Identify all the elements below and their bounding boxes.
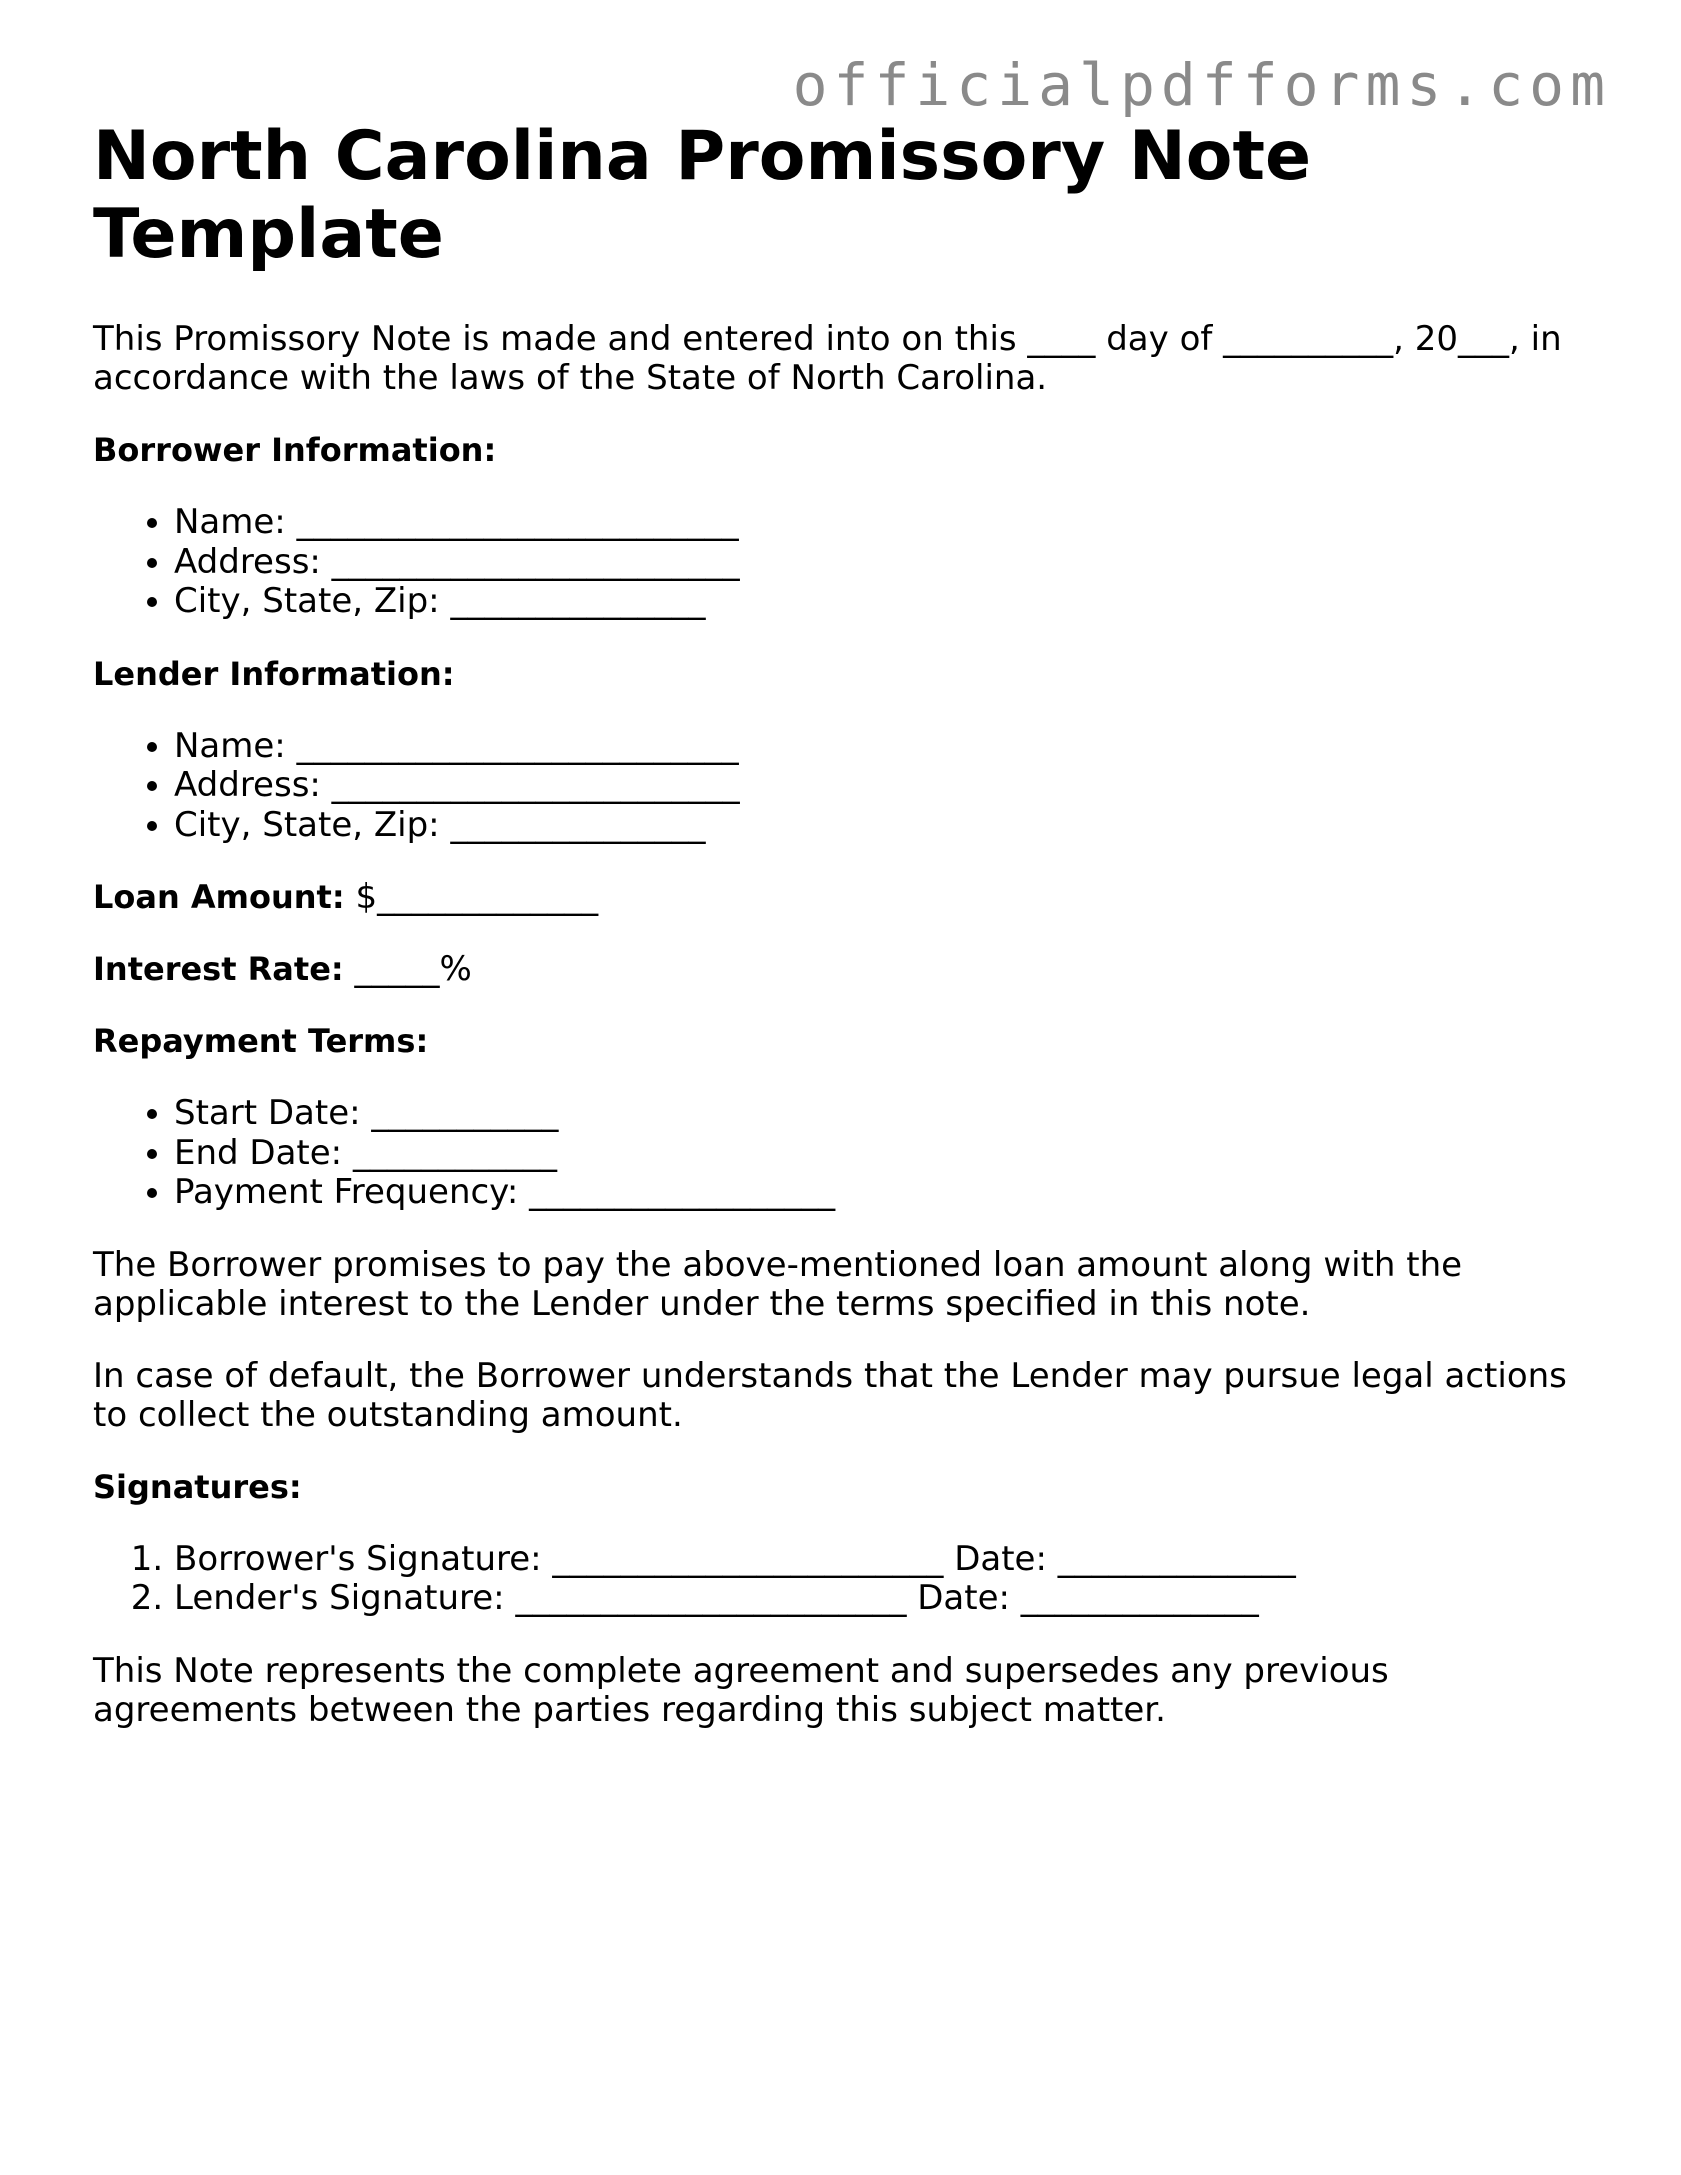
watermark-text: officialpdfforms.com [792, 51, 1611, 119]
start-date-item: • Start Date: ___________ [174, 1094, 1593, 1134]
lender-city-item: • City, State, Zip: _______________ [174, 806, 1593, 846]
borrower-name-item: • Name: __________________________ [174, 503, 1593, 543]
repayment-heading: Repayment Terms: [93, 1022, 429, 1060]
default-paragraph: In case of default, the Borrower understands that the Lender may pursue legal actions to collect the outstanding amount. [93, 1355, 1567, 1435]
loan-amount-label: Loan Amount: [93, 878, 345, 916]
signatures-heading: Signatures: [93, 1467, 302, 1506]
interest-rate-label: Interest Rate: [93, 950, 344, 988]
borrower-heading: Borrower Information: [93, 431, 497, 469]
signatures-list [93, 1540, 1593, 1619]
lender-heading: Lender Information: [93, 654, 455, 693]
lender-name-item: • Name: __________________________ [174, 727, 1593, 767]
lender-list [93, 727, 1593, 846]
borrower-city-item: • City, State, Zip: _______________ [174, 582, 1593, 622]
lender-address-item: • Address: ________________________ [174, 766, 1593, 806]
loan-amount-line [93, 878, 1593, 917]
closing-paragraph: This Note represents the complete agreement and supersedes any previous agreements between the parties regarding this subject matter. [93, 1650, 1389, 1730]
page-title: North Carolina Promissory Note Template [93, 117, 1312, 274]
lender-signature-item: 2. Lender's Signature: _______________________ Date: ______________ [174, 1579, 1593, 1619]
loan-amount-blank: $_____________ [344, 877, 599, 917]
borrower-address-item: • Address: ________________________ [174, 543, 1593, 583]
borrower-list [93, 503, 1593, 622]
promise-paragraph: The Borrower promises to pay the above-mentioned loan amount along with the applicable interest to the Lender under the terms specified in this note. [93, 1244, 1463, 1324]
interest-rate-line [93, 950, 1593, 989]
end-date-item: • End Date: ____________ [174, 1134, 1593, 1174]
repayment-list [93, 1094, 1593, 1213]
borrower-signature-item: 1. Borrower's Signature: _______________________ Date: ______________ [174, 1540, 1593, 1580]
document-page [93, 118, 1593, 1730]
payment-frequency-item: • Payment Frequency: __________________ [174, 1173, 1593, 1213]
interest-rate-blank: _____% [343, 949, 472, 989]
intro-paragraph: This Promissory Note is made and entered into on this ____ day of __________, 20___, in accordance with the laws of the State of North Carolina. [93, 319, 1562, 398]
